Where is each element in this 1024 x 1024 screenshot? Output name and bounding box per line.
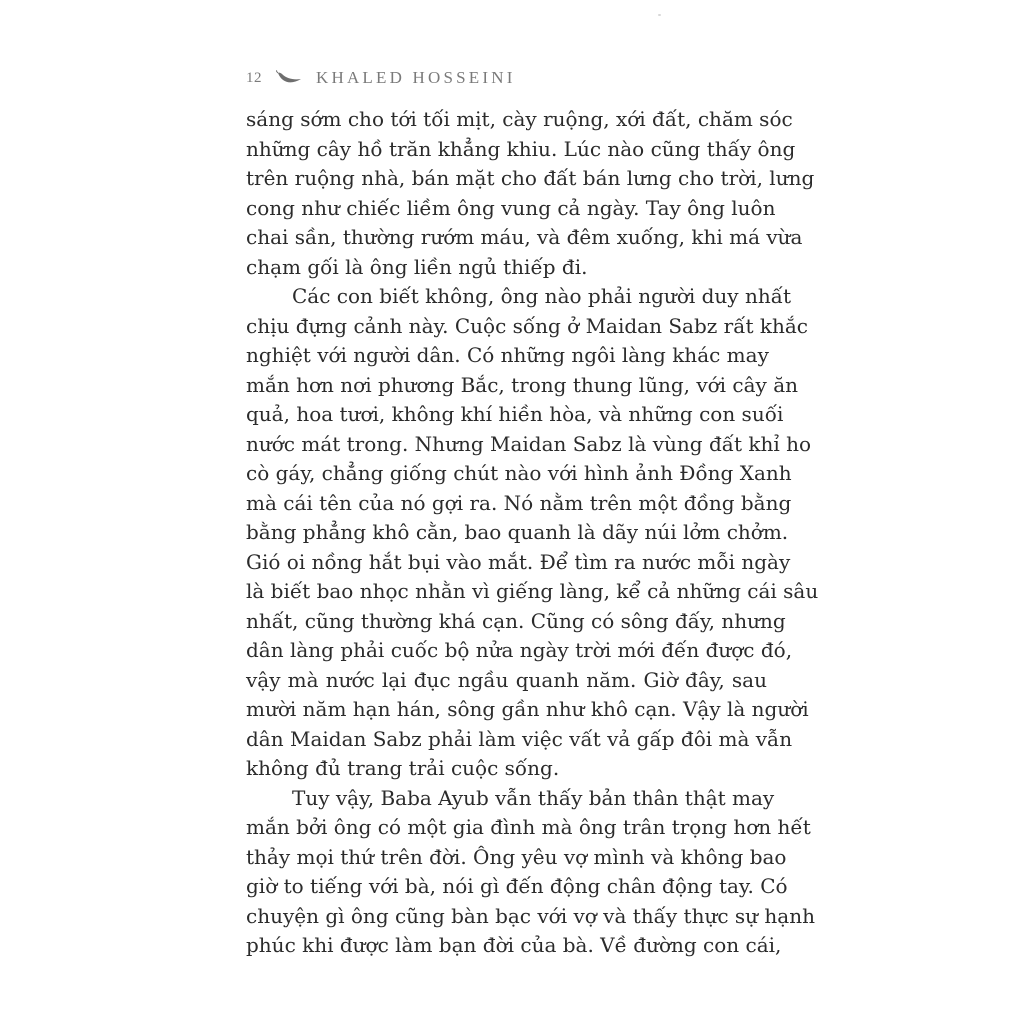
text-line: dân Maidan Sabz phải làm việc vất vả gấp đôi mà vẫn <box>246 726 793 751</box>
text-line: thảy mọi thứ trên đời. Ông yêu vợ mình và không bao <box>246 844 787 869</box>
text-line: cò gáy, chẳng giống chút nào với hình ảnh Đồng Xanh <box>246 461 792 485</box>
text-line: sáng sớm cho tới tối mịt, cày ruộng, xới đất, chăm sóc <box>246 107 793 131</box>
text-line: cong như chiếc liềm ông vung cả ngày. Tay ông luôn <box>246 195 776 220</box>
text-line: mà cái tên của nó gợi ra. Nó nằm trên một đồng bằng <box>246 490 792 515</box>
text-line: Tuy vậy, Baba Ayub vẫn thấy bản thân thật may <box>292 785 775 810</box>
body-text <box>246 105 819 961</box>
text-line: chạm gối là ông liền ngủ thiếp đi. <box>246 254 588 279</box>
text-line: là biết bao nhọc nhằn vì giếng làng, kể cả những cái sâu <box>246 579 819 603</box>
text-line: chịu đựng cảnh này. Cuộc sống ở Maidan Sabz rất khắc <box>246 313 808 338</box>
text-line: nước mát trong. Nhưng Maidan Sabz là vùng đất khỉ ho <box>246 431 812 456</box>
text-line: chai sần, thường rướm máu, và đêm xuống, khi má vừa <box>246 225 803 249</box>
running-header <box>246 64 516 92</box>
text-line: nhất, cũng thường khá cạn. Cũng có sông đấy, nhưng <box>246 608 786 633</box>
text-line: nghiệt với người dân. Có những ngôi làng khác may <box>246 343 769 367</box>
text-line: mắn bởi ông có một gia đình mà ông trân trọng hơn hết <box>246 815 811 839</box>
author-name: KHALED HOSSEINI <box>316 68 516 87</box>
text-line: vậy mà nước lại đục ngầu quanh năm. Giờ đây, sau <box>246 667 767 692</box>
text-line: dân làng phải cuốc bộ nửa ngày trời mới đến được đó, <box>246 638 793 662</box>
text-line: mười năm hạn hán, sông gần như khô cạn. Vậy là người <box>246 697 809 721</box>
text-line: không đủ trang trải cuộc sống. <box>246 756 560 780</box>
paper-speck <box>658 14 661 16</box>
leaf-ornament-icon <box>276 70 304 86</box>
text-line: Các con biết không, ông nào phải người duy nhất <box>292 284 792 308</box>
text-line: những cây hồ trăn khẳng khiu. Lúc nào cũng thấy ông <box>246 136 796 161</box>
text-line: phúc khi được làm bạn đời của bà. Về đường con cái, <box>246 933 782 957</box>
text-line: bằng phẳng khô cằn, bao quanh là dãy núi lởm chởm. <box>246 520 789 544</box>
text-line: quả, hoa tươi, không khí hiền hòa, và những con suối <box>246 402 784 426</box>
text-line: mắn hơn nơi phương Bắc, trong thung lũng, với cây ăn <box>246 372 799 397</box>
page-number: 12 <box>246 69 262 86</box>
text-line: Gió oi nồng hắt bụi vào mắt. Để tìm ra nước mỗi ngày <box>246 549 791 574</box>
text-line: trên ruộng nhà, bán mặt cho đất bán lưng cho trời, lưng <box>246 166 815 190</box>
text-line: giờ to tiếng với bà, nói gì đến động chân động tay. Có <box>246 874 788 898</box>
text-line: chuyện gì ông cũng bàn bạc với vợ và thấy thực sự hạnh <box>246 903 815 928</box>
